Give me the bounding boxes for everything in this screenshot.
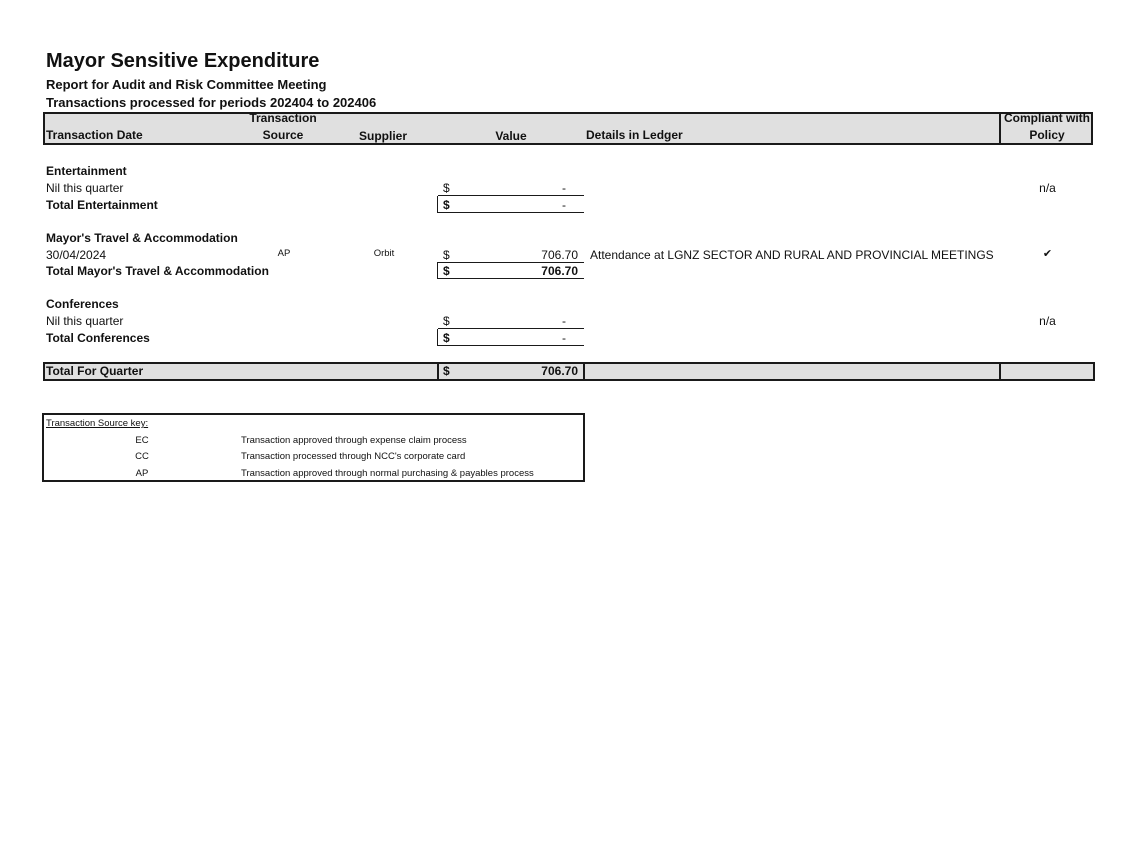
report-periods: Transactions processed for periods 202404 to 202406 <box>46 95 377 110</box>
row-date: 30/04/2024 <box>46 248 107 262</box>
col-header-source-line1: Transaction <box>249 111 317 125</box>
total-divider <box>437 196 438 213</box>
currency-symbol: $ <box>443 264 450 278</box>
grand-total-divider <box>437 362 439 381</box>
total-divider <box>437 262 438 279</box>
currency-symbol: $ <box>443 181 450 195</box>
key-code: CC <box>135 451 149 462</box>
total-underline <box>438 278 584 279</box>
currency-symbol: $ <box>443 364 450 378</box>
row-amount: - <box>562 314 566 328</box>
col-header-date: Transaction Date <box>46 128 143 142</box>
key-description: Transaction processed through NCC's corporate card <box>241 451 466 462</box>
total-underline <box>438 212 584 213</box>
row-label: Nil this quarter <box>46 314 124 328</box>
section-heading: Conferences <box>46 297 119 311</box>
compliance-value: n/a <box>1039 314 1056 328</box>
col-header-compliant-line2: Policy <box>1029 128 1065 142</box>
col-header-value: Value <box>495 129 527 143</box>
section-total-amount: - <box>562 331 566 345</box>
section-total-label: Total Mayor's Travel & Accommodation <box>46 264 269 278</box>
grand-total-label: Total For Quarter <box>46 364 144 378</box>
col-header-supplier: Supplier <box>358 129 407 143</box>
currency-symbol: $ <box>443 198 450 212</box>
currency-symbol: $ <box>443 314 450 328</box>
grand-total-divider <box>583 362 585 381</box>
row-amount: 706.70 <box>541 248 578 262</box>
section-heading: Entertainment <box>46 164 127 178</box>
checkmark-icon: ✔ <box>1042 248 1053 260</box>
col-header-details: Details in Ledger <box>586 128 683 142</box>
key-code: AP <box>135 468 149 479</box>
amount-underline <box>438 262 584 263</box>
section-total-amount: - <box>562 198 566 212</box>
row-details: Attendance at LGNZ SECTOR AND RURAL AND PROVINCIAL MEETINGS <box>590 248 994 262</box>
row-supplier: Orbit <box>373 248 395 259</box>
report-subtitle: Report for Audit and Risk Committee Meeting <box>46 77 327 92</box>
col-header-source-line2: Source <box>262 128 304 142</box>
grand-total-amount: 706.70 <box>541 364 578 378</box>
row-source: AP <box>277 248 291 259</box>
grand-total-divider <box>999 362 1001 381</box>
currency-symbol: $ <box>443 248 450 262</box>
total-divider <box>437 329 438 346</box>
key-description: Transaction approved through expense claim process <box>241 435 467 446</box>
key-code: EC <box>135 435 149 446</box>
amount-underline <box>438 328 584 329</box>
section-total-label: Total Entertainment <box>46 198 158 212</box>
section-total-label: Total Conferences <box>46 331 150 345</box>
row-label: Nil this quarter <box>46 181 124 195</box>
section-heading: Mayor's Travel & Accommodation <box>46 231 238 245</box>
col-header-compliant-line1: Compliant with <box>1004 111 1090 125</box>
total-underline <box>438 345 584 346</box>
key-title: Transaction Source key: <box>46 418 149 429</box>
section-total-amount: 706.70 <box>541 264 578 278</box>
row-amount: - <box>562 181 566 195</box>
page-title: Mayor Sensitive Expenditure <box>46 50 320 72</box>
key-description: Transaction approved through normal purchasing & payables process <box>241 468 534 479</box>
column-header-row <box>43 112 1093 145</box>
compliance-value: n/a <box>1039 181 1056 195</box>
currency-symbol: $ <box>443 331 450 345</box>
amount-underline <box>438 195 584 196</box>
